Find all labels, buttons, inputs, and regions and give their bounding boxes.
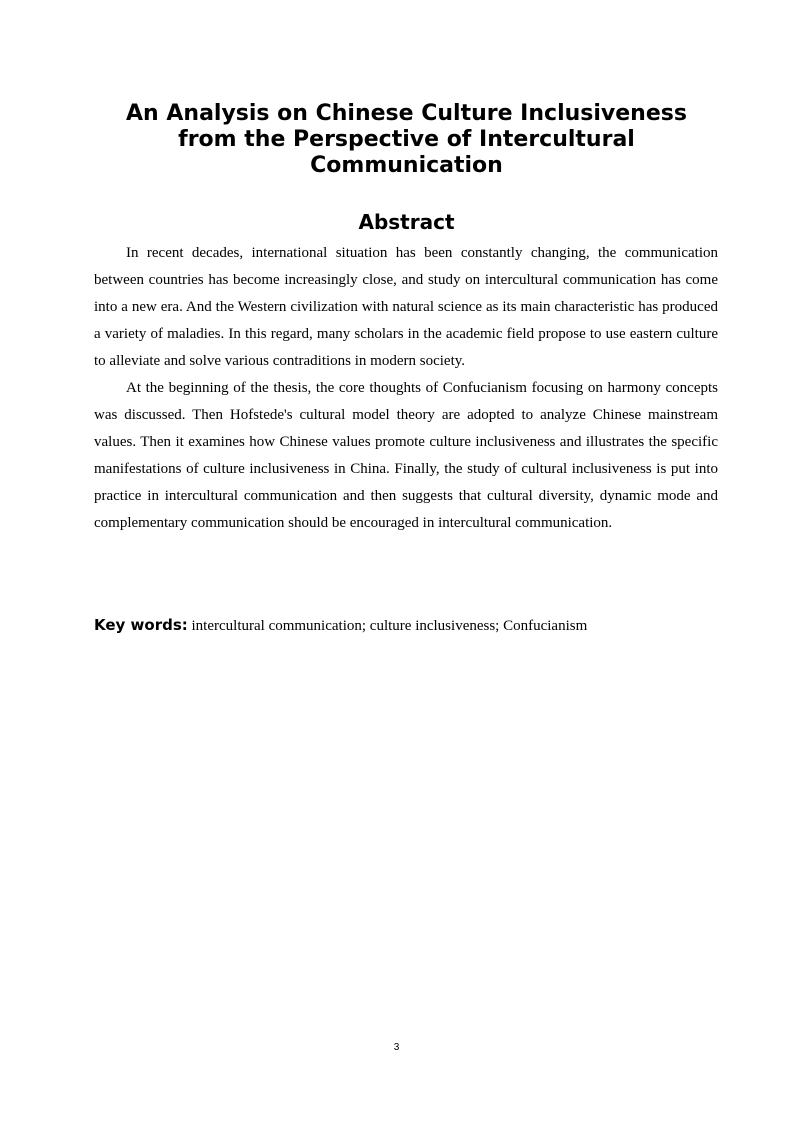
paper-title <box>80 101 733 179</box>
paper-title-line: Communication <box>310 153 503 178</box>
abstract-paragraph: At the beginning of the thesis, the core thoughts of Confucianism focusing on harmony concepts was discussed. Then Hofstede's cultural model theory are adopted to analyze Chinese mainstream values. Then it examines how Chinese values promote culture inclusiveness and illustrates the specific manifestations of culture inclusiveness in China. Finally, the study of cultural inclusiveness is put into practice in intercultural communication and then suggests that cultural diversity, dynamic mode and complementary communication should be encouraged in intercultural communication. <box>94 380 718 531</box>
keywords-line <box>94 612 718 640</box>
abstract-body <box>94 240 718 537</box>
paper-title-line: from the Perspective of Intercultural <box>178 127 635 152</box>
keywords-label: Key words: <box>94 616 188 634</box>
abstract-paragraph: In recent decades, international situation has been constantly changing, the communication between countries has become increasingly close, and study on intercultural communication has come into a new era. And the Western civilization with natural science as its main characteristic has produced a variety of maladies. In this regard, many scholars in the academic field propose to use eastern culture to alleviate and solve various contraditions in modern society. <box>94 245 718 369</box>
keywords-text: intercultural communication; culture inclusiveness; Confucianism <box>187 618 588 634</box>
page-number: 3 <box>393 1042 400 1053</box>
abstract-heading: Abstract <box>358 210 455 234</box>
paper-title-line: An Analysis on Chinese Culture Inclusiveness <box>126 101 687 126</box>
